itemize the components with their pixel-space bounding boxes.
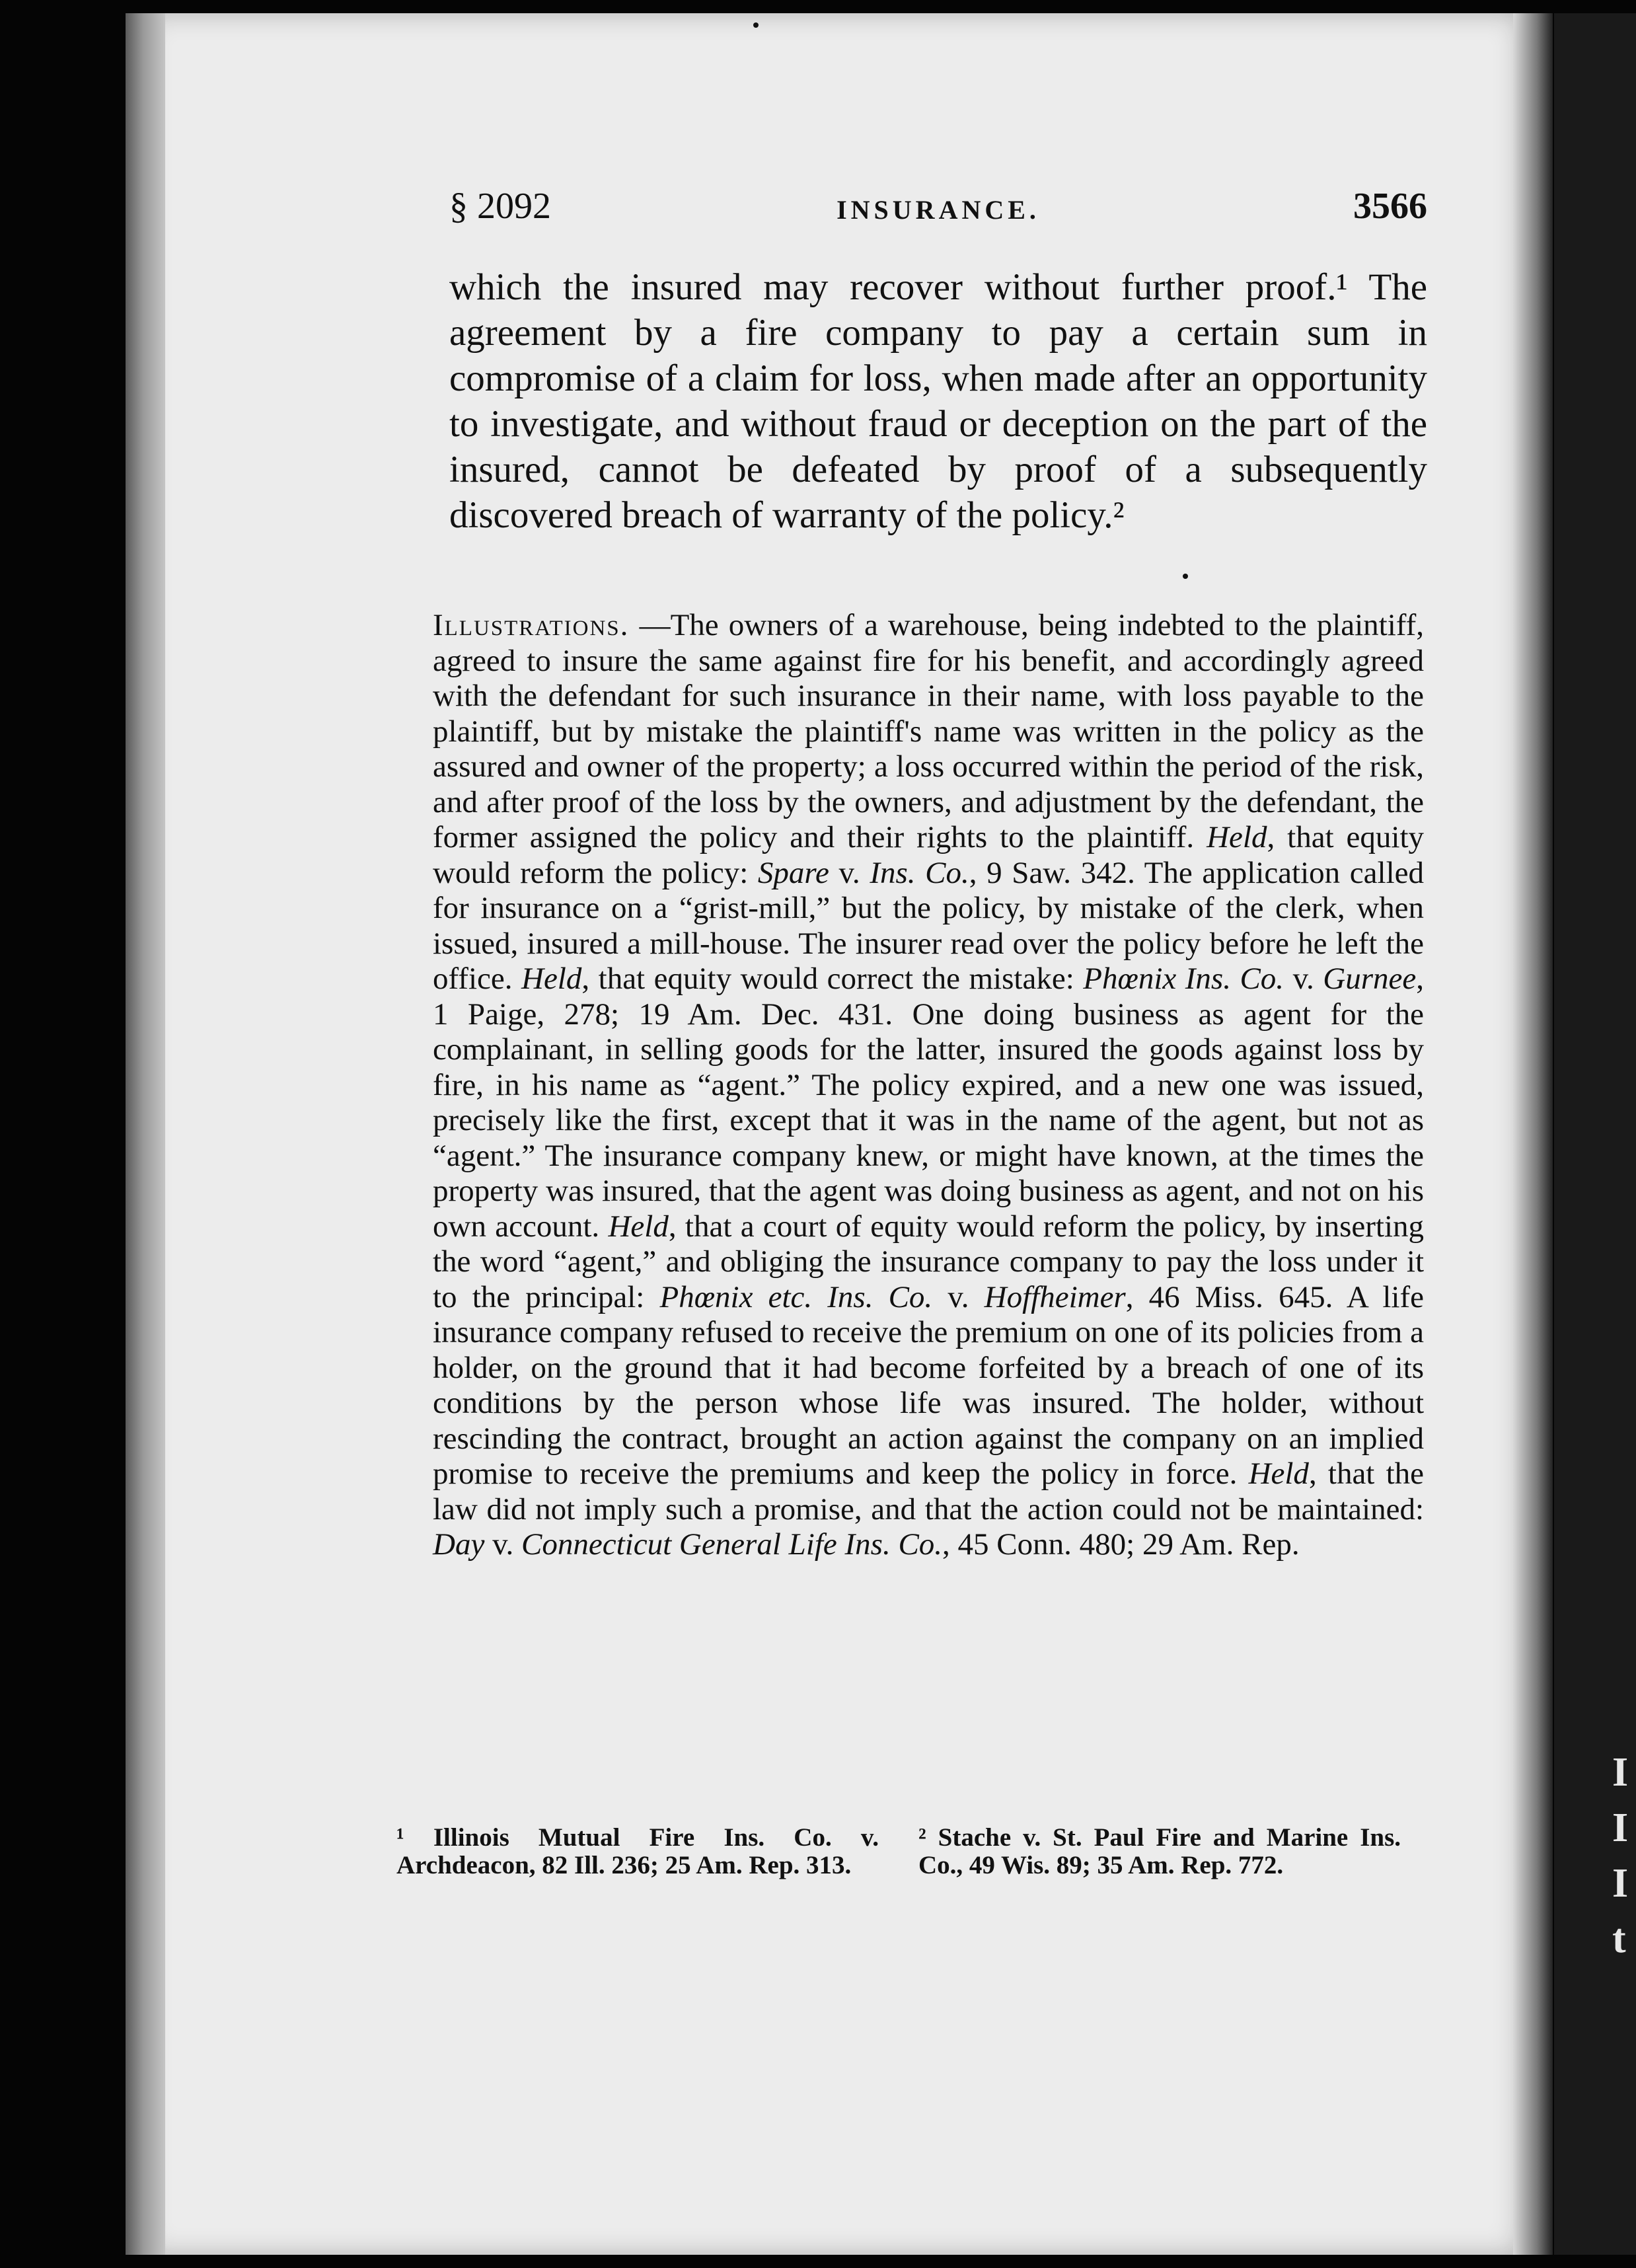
illustrations-block bbox=[433, 608, 1424, 1563]
illustration-text: v. bbox=[829, 855, 870, 890]
illustration-text: v. bbox=[484, 1527, 522, 1562]
section-number: § 2092 bbox=[449, 186, 551, 227]
illustration-text: , that equity would correct the mistake: bbox=[581, 962, 1084, 996]
case-citation-italic: Held bbox=[1207, 820, 1267, 854]
page-gutter-shadow bbox=[1513, 13, 1553, 2255]
running-head bbox=[449, 185, 1427, 238]
adjacent-letter: I bbox=[1612, 1861, 1629, 1906]
illustration-text: , that a court of equity would reform the policy, by inserting the word “agent,” and obliging the insurance company to pay the loss under it to the principal: bbox=[433, 1209, 1424, 1314]
scan-speck bbox=[1183, 574, 1188, 579]
running-title: INSURANCE. bbox=[837, 195, 1040, 225]
adjacent-letter: I bbox=[1612, 1750, 1629, 1795]
page-number: 3566 bbox=[1353, 186, 1427, 227]
illustration-text: , 1 Paige, 278; 19 Am. Dec. 431. One doing business as agent for the complainant, in selling goods for the latter, insured the goods against loss by fire, in his name as “agent.” The policy expired, and a new one was issued, precisely like the first, except that it was in the name of the agent, but not as “agent.” The insurance company knew, or might have known, at the times the property was insured, that the agent was doing business as agent, and not on his own account. bbox=[433, 962, 1424, 1244]
adjacent-page-letters bbox=[1612, 1745, 1636, 1967]
case-citation-italic: Phœnix Ins. Co. bbox=[1083, 962, 1284, 996]
adjacent-letter: I bbox=[1612, 1805, 1629, 1850]
case-citation-italic: Phœnix etc. Ins. Co. bbox=[659, 1279, 933, 1314]
illustration-text: , that the law did not imply such a promise, and that the action could not be maintained: bbox=[433, 1456, 1424, 1527]
case-citation-italic: Held bbox=[1248, 1456, 1309, 1491]
footnote-2: ² Stache v. St. Paul Fire and Marine Ins. Co., 49 Wis. 89; 35 Am. Rep. 772. bbox=[918, 1823, 1401, 1879]
body-paragraph-text: which the insured may recover without further proof.¹ The agreement by a fire company to pay a certain sum in compromise of a claim for loss, when made after an opportunity to investigate, and without fraud or deception on the part of the insured, cannot be defeated by proof of a subsequently discovered breach of warranty of the policy.² bbox=[449, 266, 1427, 536]
case-citation-italic: Spare bbox=[757, 855, 829, 890]
case-citation-italic: Hoffheimer bbox=[984, 1279, 1126, 1314]
illustration-text: , 9 Saw. 342. The application called for insurance on a “grist-mill,” but the policy, by mistake of the clerk, when issued, insured a mill-house. The insurer read over the policy before he left the office. bbox=[433, 855, 1425, 996]
illustration-text: v. bbox=[932, 1279, 985, 1314]
illustration-text: —The owners of a warehouse, being indebted to the plaintiff, agreed to insure the same against fire for his benefit, and accordingly agreed with the defendant for such insurance in their name, with loss payable to the plaintiff, but by mistake the plaintiff's name was written in the policy as the assured and owner of the property; a loss occurred within the period of the risk, and after proof of the loss by the owners, and adjustment by the defendant, the former assigned the policy and their rights to the plaintiff. bbox=[433, 608, 1425, 854]
illustration-text: , 46 Miss. 645. A life insurance company refused to receive the premium on one of its policies from a holder, on the ground that it had become forfeited by a breach of one of its conditions by the person whose life was insured. The holder, without rescinding the contract, brought an action against the company on an implied promise to receive the premiums and keep the policy in force. bbox=[433, 1279, 1424, 1491]
illustration-text: v. bbox=[1284, 962, 1323, 996]
body-paragraph bbox=[449, 264, 1427, 538]
scan-speck bbox=[753, 22, 759, 28]
adjacent-letter: t bbox=[1612, 1916, 1626, 1961]
case-citation-italic: Ins. Co. bbox=[870, 855, 969, 890]
illustrations-heading: Illustrations. bbox=[433, 608, 630, 642]
case-citation-italic: Day bbox=[433, 1527, 485, 1562]
case-citation-italic: Gurnee bbox=[1323, 962, 1417, 996]
case-citation-italic: Held bbox=[521, 962, 582, 996]
illustration-text: , 45 Conn. 480; 29 Am. Rep. bbox=[942, 1527, 1300, 1562]
case-citation-italic: Connecticut General Life Ins. Co. bbox=[521, 1527, 943, 1562]
illustrations-paragraph bbox=[433, 608, 1424, 1563]
footnotes bbox=[396, 1824, 1401, 1879]
case-citation-italic: Held bbox=[608, 1209, 669, 1244]
footnote-1: ¹ Illinois Mutual Fire Ins. Co. v. Archdeacon, 82 Ill. 236; 25 Am. Rep. 313. bbox=[396, 1823, 879, 1879]
illustration-text: , that equity would reform the policy: bbox=[433, 820, 1424, 890]
